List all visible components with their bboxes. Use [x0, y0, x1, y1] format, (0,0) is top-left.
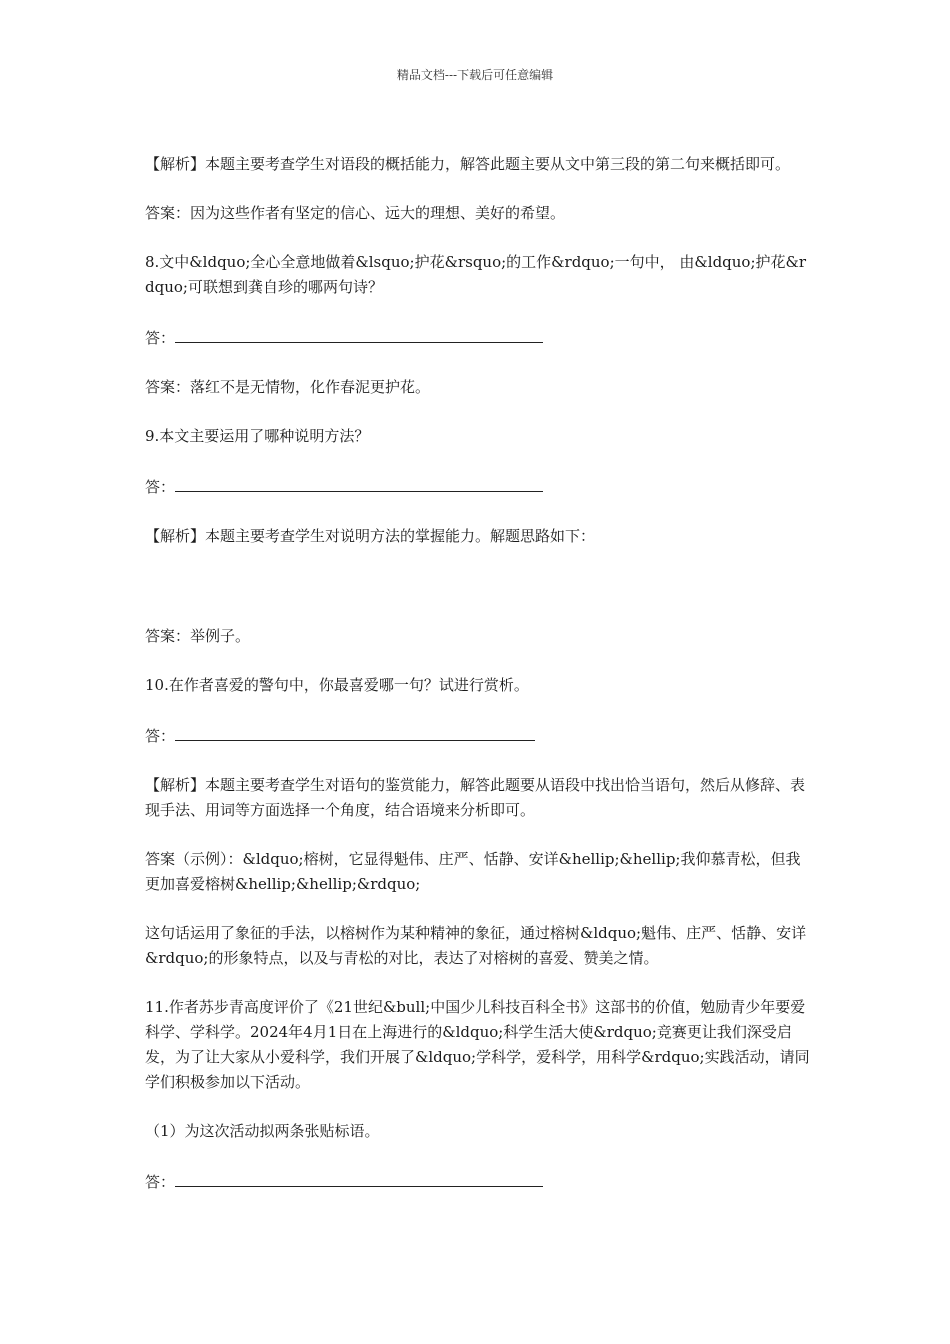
answer-blank-line[interactable] [175, 473, 543, 492]
answer-label: 答： [145, 329, 176, 347]
answer-label: 答： [145, 1173, 176, 1191]
answer-paragraph: 这句话运用了象征的手法，以榕树作为某种精神的象征，通过榕树&ldquo;魁伟、庄严、恬静、安详&rdquo;的形象特点，以及与青松的对比，表达了对榕树的喜爱、赞美之情。 [145, 924, 807, 967]
question-paragraph: （1）为这次活动拟两条张贴标语。 [145, 1122, 380, 1140]
question-paragraph: 9.本文主要运用了哪种说明方法？ [145, 427, 370, 445]
answer-label: 答： [145, 478, 176, 496]
analysis-paragraph: 【解析】本题主要考查学生对语句的鉴赏能力，解答此题要从语段中找出恰当语句，然后从修辞、表现手法、用词等方面选择一个角度，结合语境来分析即可。 [145, 776, 806, 819]
page-header: 精品文档---下载后可任意编辑 [396, 68, 554, 82]
analysis-paragraph: 【解析】本题主要考查学生对语段的概括能力，解答此题主要从文中第三段的第二句来概括即可。 [145, 155, 791, 173]
question-paragraph: 8.文中&ldquo;全心全意地做着&lsquo;护花&rsquo;的工作&rdquo;一句中， 由&ldquo;护花&rdquo;可联想到龚自珍的哪两句诗？ [145, 253, 807, 296]
answer-blank-line[interactable] [175, 1168, 543, 1187]
answer-blank-line[interactable] [175, 722, 535, 741]
answer-blank-line[interactable] [175, 324, 543, 343]
answer-paragraph: 答案（示例）：&ldquo;榕树，它显得魁伟、庄严、恬静、安详&hellip;&hellip;我仰慕青松，但我更加喜爱榕树&hellip;&hellip;&rdquo; [145, 850, 801, 893]
document-body [145, 152, 815, 1219]
answer-blank-row [145, 1168, 815, 1195]
answer-blank-row [145, 324, 815, 351]
answer-paragraph: 答案：落红不是无情物，化作春泥更护花。 [145, 378, 431, 396]
analysis-paragraph: 【解析】本题主要考查学生对说明方法的掌握能力。解题思路如下： [145, 527, 596, 545]
question-paragraph: 10.在作者喜爱的警句中，你最喜爱哪一句？试进行赏析。 [145, 676, 529, 694]
answer-paragraph: 答案：因为这些作者有坚定的信心、远大的理想、美好的希望。 [145, 204, 566, 222]
answer-blank-row [145, 722, 815, 749]
answer-label: 答： [145, 727, 176, 745]
answer-paragraph: 答案：举例子。 [145, 627, 251, 645]
answer-blank-row [145, 473, 815, 500]
question-paragraph: 11.作者苏步青高度评价了《21世纪&bull;中国少儿科技百科全书》这部书的价值，勉励青少年要爱科学、学科学。2024年4月1日在上海进行的&ldquo;科学生活大使&rdquo;竞赛更让我们深受启发，为了让大家从小爱科学，我们开展了&ldquo;学科学，爱科学，用科学&rdquo;实践活动，请同学们积极参加以下活动。 [145, 998, 810, 1091]
